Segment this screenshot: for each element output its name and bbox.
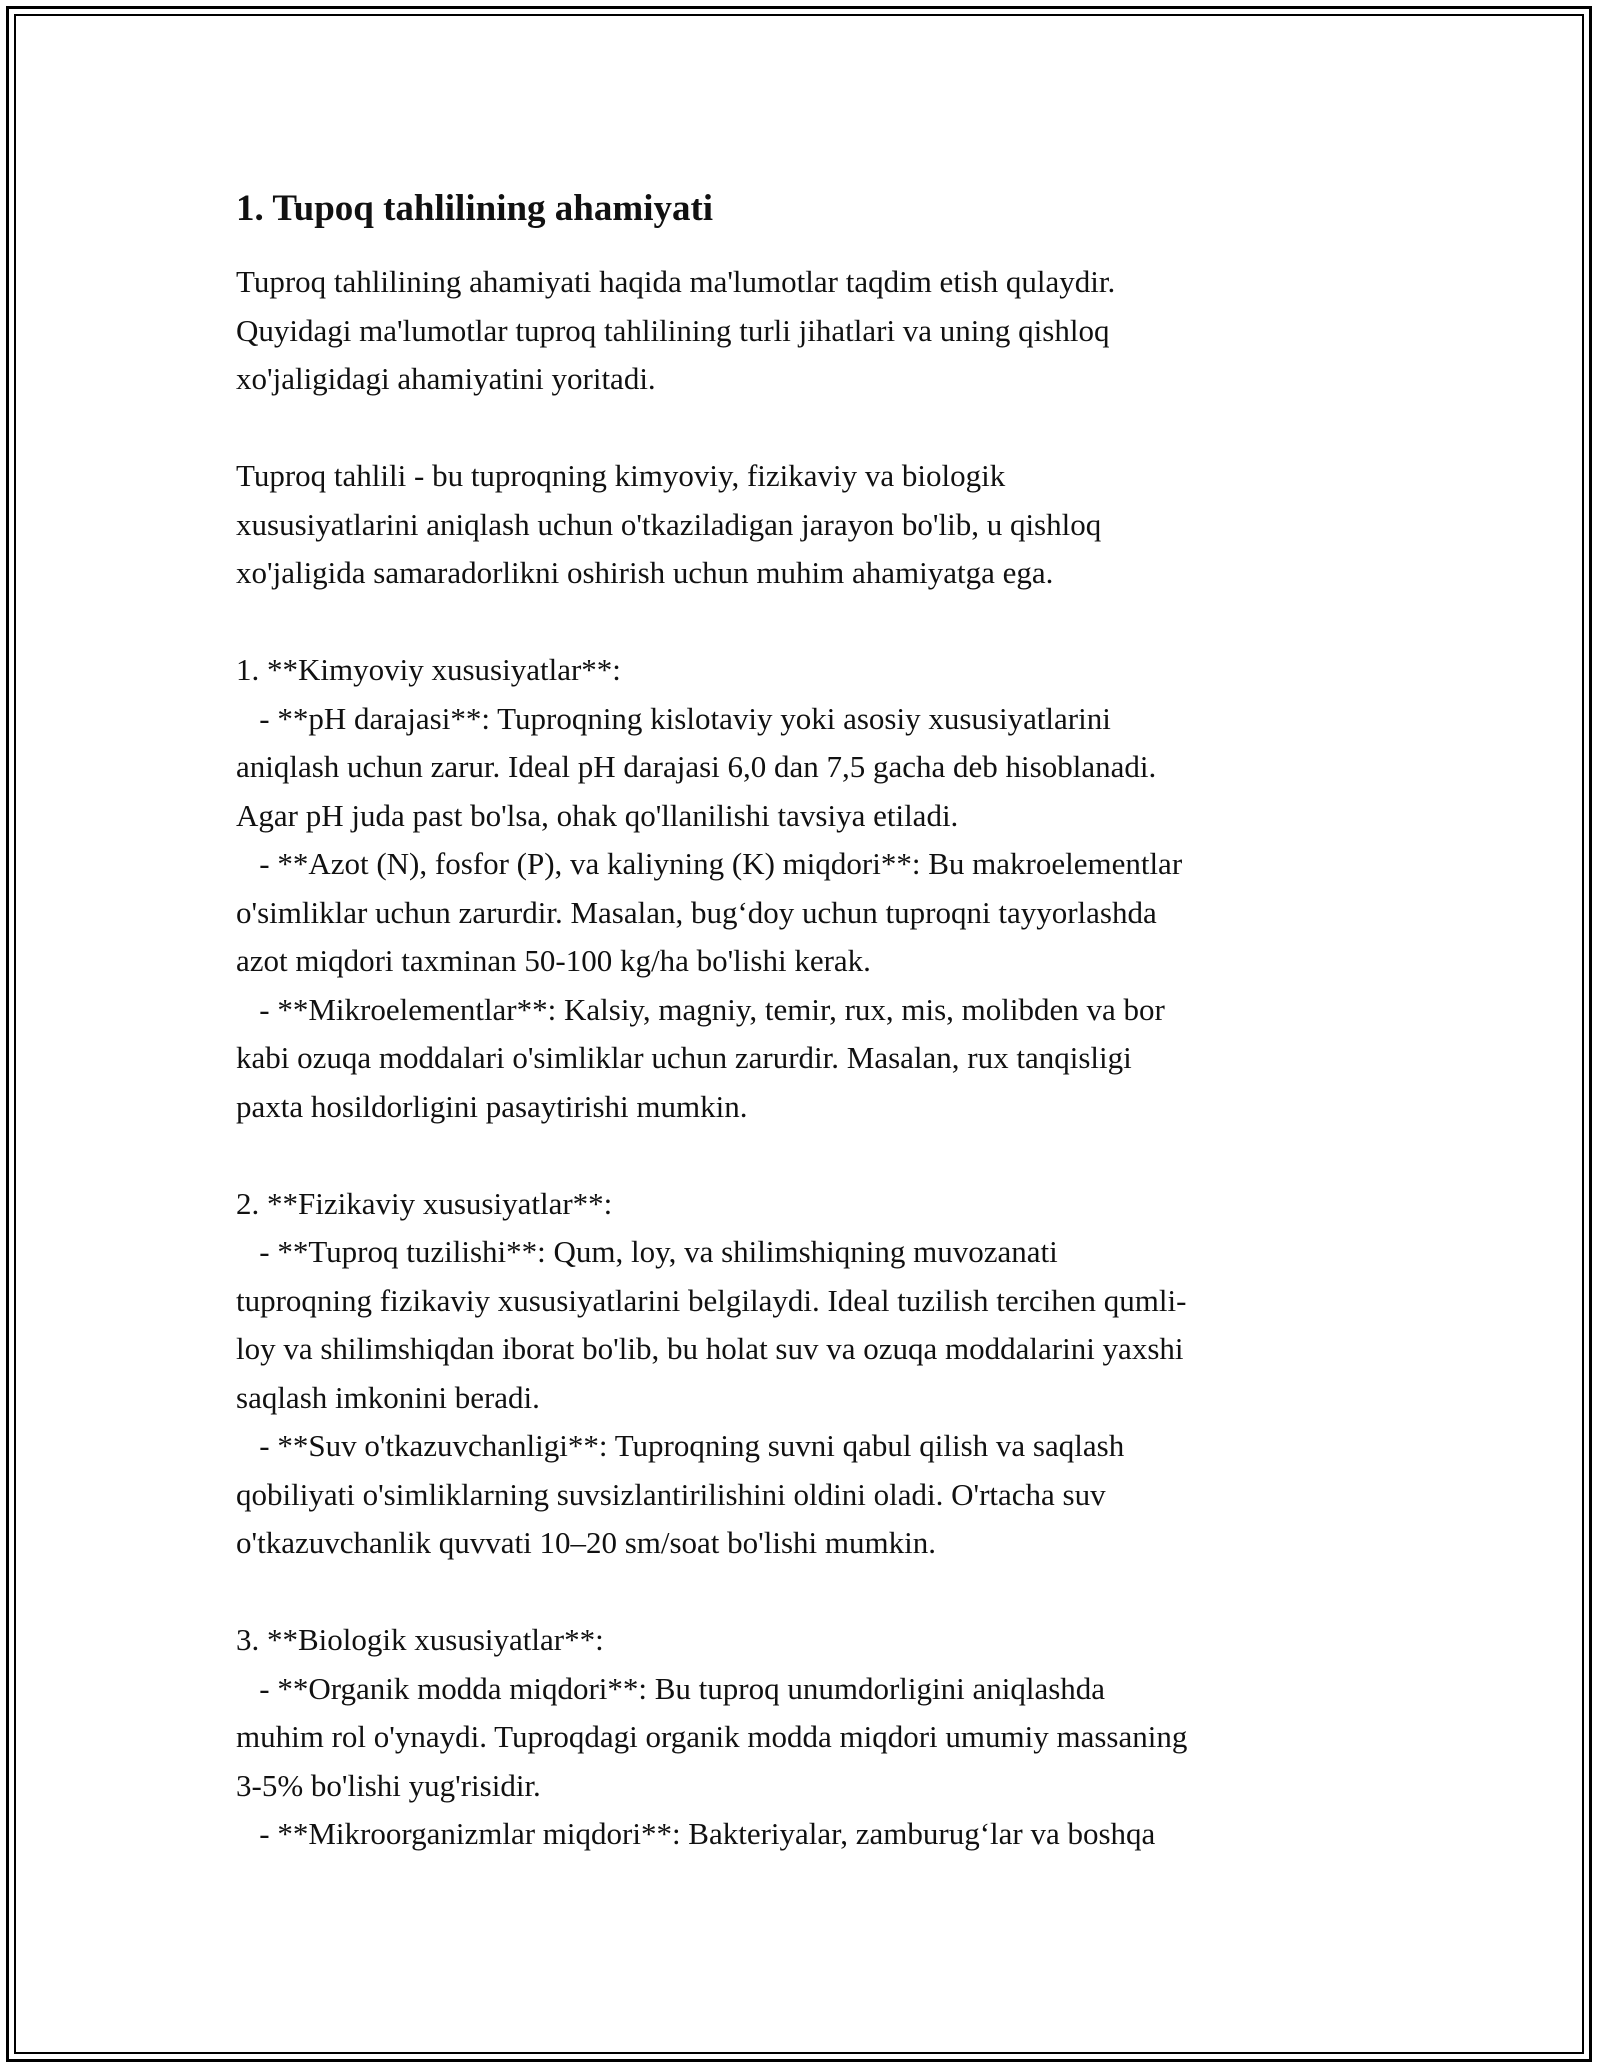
document-body bbox=[236, 186, 1376, 1859]
section-heading: 1. Tupoq tahlilining ahamiyati bbox=[236, 188, 714, 229]
paragraph-gap bbox=[236, 1568, 1376, 1617]
paragraph-gap bbox=[236, 404, 1376, 453]
biological-properties-section: 3. **Biologik xususiyatlar**: - **Organik modda miqdori**: Bu tuproq unumdorligini aniqlashda muhim rol o'ynaydi. Tuproqdagi organik modda miqdori umumiy massaning 3-5% bo'lishi yug'risidir. - **Mikroorganizmlar miqdori**: Bakteriyalar, zamburug‘lar va boshqa bbox=[236, 1622, 1188, 1851]
paragraph-gap bbox=[236, 1131, 1376, 1180]
definition-paragraph: Tuproq tahlili - bu tuproqning kimyoviy, fizikaviy va biologik xususiyatlarini aniqlash uchun o'tkaziladigan jarayon bo'lib, u qishloq xo'jaligida samaradorlikni oshirish uchun muhim ahamiyatga ega. bbox=[236, 458, 1102, 590]
intro-paragraph: Tuproq tahlilining ahamiyati haqida ma'lumotlar taqdim etish qulaydir. Quyidagi ma'lumotlar tuproq tahlilining turli jihatlari va uning qishloq xo'jaligidagi ahamiyatini yoritadi. bbox=[236, 264, 1116, 396]
paragraph-gap bbox=[236, 598, 1376, 647]
chemical-properties-section: 1. **Kimyoviy xususiyatlar**: - **pH darajasi**: Tuproqning kislotaviy yoki asosiy xususiyatlarini aniqlash uchun zarur. Ideal pH darajasi 6,0 dan 7,5 gacha deb hisoblanadi. Agar pH juda past bo'lsa, ohak qo'llanilishi tavsiya etiladi. - **Azot (N), fosfor (P), va kaliyning (K) miqdori**: Bu makroelementlar o'simliklar uchun zarurdir. Masalan, bug‘doy uchun tuproqni tayyorlashda azot miqdori taxminan 50-100 kg/ha bo'lishi kerak. - **Mikroelementlar**: Kalsiy, magniy, temir, rux, mis, molibden va bor kabi ozuqa moddalari o'simliklar uchun zarurdir. Masalan, rux tanqisligi paxta hosildorligini pasaytirishi mumkin. bbox=[236, 652, 1183, 1124]
physical-properties-section: 2. **Fizikaviy xususiyatlar**: - **Tuproq tuzilishi**: Qum, loy, va shilimshiqning muvozanati tuproqning fizikaviy xususiyatlarini belgilaydi. Ideal tuzilish tercihen qumli- loy va shilimshiqdan iborat bo'lib, bu holat suv va ozuqa moddalarini yaxshi saqlash imkonini beradi. - **Suv o'tkazuvchanligi**: Tuproqning suvni qabul qilish va saqlash qobiliyati o'simliklarning suvsizlantirilishini oldini oladi. O'rtacha suv o'tkazuvchanlik quvvati 10–20 sm/soat bo'lishi mumkin. bbox=[236, 1185, 1187, 1560]
